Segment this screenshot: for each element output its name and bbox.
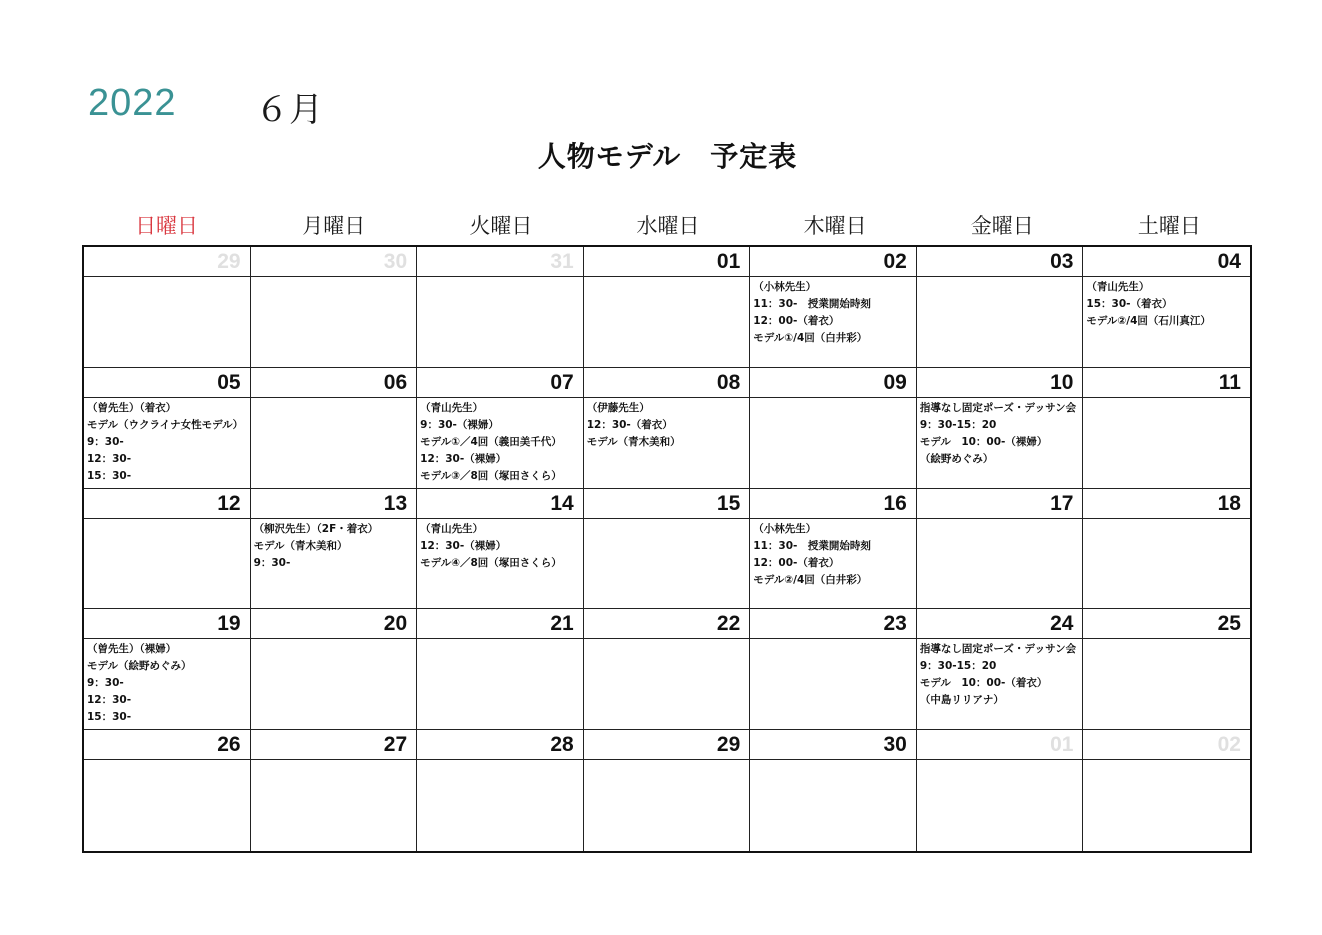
schedule-note: 11：30- 授業開始時刻: [753, 539, 871, 552]
day-schedule: [1083, 277, 1250, 330]
schedule-note: （絵野めぐみ）: [919, 452, 994, 465]
calendar-day-cell: [84, 368, 251, 489]
day-number: 23: [750, 609, 916, 639]
schedule-note: （伊藤先生）: [586, 401, 650, 414]
weekday-wednesday: 水曜日: [636, 214, 700, 238]
calendar-day-cell: [84, 247, 251, 368]
day-number: 02: [750, 247, 916, 277]
calendar-day-cell: [584, 489, 751, 610]
day-number: 18: [1083, 489, 1250, 519]
schedule-note: モデル②/4回（白井彩）: [753, 573, 868, 586]
schedule-note: （曽先生）（着衣）: [87, 401, 177, 414]
schedule-note: 12：30-（着衣）: [586, 418, 673, 431]
day-schedule: [84, 398, 250, 485]
weekday-sunday: 日曜日: [135, 214, 199, 238]
schedule-note: 11：30- 授業開始時刻: [753, 298, 871, 310]
day-number: 29: [584, 730, 750, 760]
schedule-note: （青山先生）: [420, 401, 484, 414]
schedule-note: モデル④／8回（塚田さくら）: [420, 556, 562, 569]
calendar-day-cell: [1083, 247, 1250, 368]
day-number: 22: [584, 609, 750, 639]
calendar-day-cell: [584, 247, 751, 368]
day-schedule: [750, 277, 916, 347]
day-schedule: [417, 277, 583, 279]
schedule-note: モデル②/4回（石川真江）: [1086, 315, 1211, 327]
day-number: 21: [417, 609, 583, 639]
day-schedule: [750, 639, 916, 641]
weekday-header: [83, 210, 1253, 242]
day-number: 17: [917, 489, 1083, 519]
day-schedule: [417, 639, 583, 641]
day-schedule: [417, 760, 583, 762]
day-schedule: [84, 639, 250, 726]
calendar-day-cell: [917, 368, 1084, 489]
schedule-note: 12：00-（着衣）: [753, 315, 840, 327]
schedule-note: 12：00-（着衣）: [753, 556, 840, 569]
day-schedule: [750, 519, 916, 589]
day-number: 07: [417, 368, 583, 398]
day-number: 30: [251, 247, 417, 277]
day-schedule: [750, 398, 916, 400]
day-schedule: [584, 760, 750, 762]
day-schedule: [251, 398, 417, 400]
calendar-day-cell: [417, 368, 584, 489]
schedule-note: モデル（青木美和）: [586, 435, 681, 448]
schedule-note: 12：30-: [87, 452, 132, 465]
day-number: 05: [84, 368, 250, 398]
day-schedule: [417, 519, 583, 572]
calendar-day-cell: [1083, 609, 1250, 730]
day-number: 08: [584, 368, 750, 398]
day-number: 16: [750, 489, 916, 519]
day-schedule: [84, 277, 250, 279]
schedule-note: （青山先生）: [420, 522, 484, 535]
day-schedule: [84, 519, 250, 521]
calendar-day-cell: [417, 609, 584, 730]
weekday-monday: 月曜日: [302, 214, 366, 238]
day-number: 02: [1083, 730, 1250, 760]
day-schedule: [251, 519, 417, 572]
schedule-note: 12：30-（裸婦）: [420, 539, 507, 552]
day-schedule: [584, 398, 750, 451]
calendar-day-cell: [917, 609, 1084, 730]
day-number: 15: [584, 489, 750, 519]
calendar-day-cell: [251, 489, 418, 610]
day-schedule: [251, 277, 417, 279]
schedule-note: モデル（青木美和）: [253, 539, 348, 552]
calendar-day-cell: [584, 609, 751, 730]
day-schedule: [251, 639, 417, 641]
day-schedule: [251, 760, 417, 762]
month-label: ６月: [255, 90, 323, 130]
schedule-note: モデル③／8回（塚田さくら）: [420, 469, 562, 482]
calendar-day-cell: [84, 609, 251, 730]
weekday-thursday: 木曜日: [803, 214, 867, 238]
calendar-day-cell: [417, 730, 584, 851]
calendar-day-cell: [1083, 489, 1250, 610]
day-number: 13: [251, 489, 417, 519]
schedule-note: 指導なし固定ポーズ・デッサン会: [919, 643, 1077, 656]
calendar-day-cell: [750, 609, 917, 730]
day-number: 11: [1083, 368, 1250, 398]
schedule-note: 15：30-: [87, 469, 132, 482]
day-schedule: [1083, 760, 1250, 762]
page-title: 人物モデル 予定表: [537, 140, 798, 173]
day-schedule: [917, 760, 1083, 762]
schedule-note: 9：30-15：20: [919, 660, 997, 673]
calendar-day-cell: [584, 730, 751, 851]
calendar-day-cell: [84, 489, 251, 610]
day-schedule: [1083, 398, 1250, 400]
day-number: 19: [84, 609, 250, 639]
schedule-note: （青山先生）: [1086, 281, 1150, 293]
calendar-day-cell: [417, 489, 584, 610]
day-number: 27: [251, 730, 417, 760]
schedule-note: （中島リリアナ）: [919, 694, 1004, 707]
calendar-day-cell: [417, 247, 584, 368]
schedule-note: 9：30-: [87, 435, 124, 448]
day-number: 14: [417, 489, 583, 519]
weekday-saturday: 土曜日: [1137, 214, 1201, 238]
calendar-day-cell: [750, 368, 917, 489]
schedule-note: モデル①／4回（義田美千代）: [420, 435, 562, 448]
schedule-note: （小林先生）: [753, 522, 817, 535]
calendar-day-cell: [750, 247, 917, 368]
schedule-note: モデル 10：00-（着衣）: [919, 677, 1048, 690]
day-schedule: [1083, 519, 1250, 521]
schedule-note: 9：30-: [87, 677, 124, 690]
schedule-note: 9：30-: [253, 556, 291, 569]
weekday-friday: 金曜日: [970, 214, 1034, 238]
schedule-note: 12：30-: [87, 694, 132, 707]
day-number: 12: [84, 489, 250, 519]
weekday-tuesday: 火曜日: [469, 214, 533, 238]
year-label: 2022: [88, 82, 177, 124]
day-number: 26: [84, 730, 250, 760]
schedule-note: 15：30-: [87, 711, 132, 724]
schedule-note: （小林先生）: [753, 281, 817, 293]
day-number: 24: [917, 609, 1083, 639]
calendar-day-cell: [750, 489, 917, 610]
calendar-day-cell: [917, 489, 1084, 610]
day-schedule: [917, 639, 1083, 709]
schedule-note: 15：30-（着衣）: [1086, 298, 1173, 310]
day-schedule: [584, 639, 750, 641]
day-number: 01: [917, 730, 1083, 760]
day-schedule: [84, 760, 250, 762]
calendar-day-cell: [251, 730, 418, 851]
schedule-note: 12：30-（裸婦）: [420, 452, 507, 465]
calendar-day-cell: [1083, 368, 1250, 489]
calendar-day-cell: [251, 609, 418, 730]
day-schedule: [917, 398, 1083, 468]
calendar-day-cell: [584, 368, 751, 489]
day-number: 10: [917, 368, 1083, 398]
schedule-note: 9：30-15：20: [919, 418, 997, 431]
schedule-note: （柳沢先生）（2F・着衣）: [253, 522, 379, 535]
schedule-note: モデル（絵野めぐみ）: [87, 660, 192, 673]
day-number: 30: [750, 730, 916, 760]
day-number: 01: [584, 247, 750, 277]
day-number: 04: [1083, 247, 1250, 277]
schedule-note: （曽先生）（裸婦）: [87, 643, 177, 656]
day-number: 29: [84, 247, 250, 277]
schedule-note: 9：30-（裸婦）: [420, 418, 499, 431]
day-number: 25: [1083, 609, 1250, 639]
calendar-day-cell: [1083, 730, 1250, 851]
schedule-note: モデル 10：00-（裸婦）: [919, 435, 1048, 448]
day-number: 06: [251, 368, 417, 398]
schedule-note: 指導なし固定ポーズ・デッサン会: [919, 401, 1077, 414]
day-number: 03: [917, 247, 1083, 277]
day-schedule: [1083, 639, 1250, 641]
schedule-note: モデル①/4回（白井彩）: [753, 332, 868, 344]
calendar-day-cell: [917, 730, 1084, 851]
calendar-day-cell: [251, 247, 418, 368]
day-schedule: [584, 277, 750, 279]
day-schedule: [584, 519, 750, 521]
day-schedule: [750, 760, 916, 762]
day-schedule: [917, 519, 1083, 521]
day-schedule: [417, 398, 583, 485]
day-schedule: [917, 277, 1083, 279]
calendar-day-cell: [251, 368, 418, 489]
day-number: 09: [750, 368, 916, 398]
day-number: 20: [251, 609, 417, 639]
calendar-day-cell: [84, 730, 251, 851]
day-number: 31: [417, 247, 583, 277]
calendar-day-cell: [750, 730, 917, 851]
schedule-note: モデル（ウクライナ女性モデル）: [87, 418, 244, 431]
calendar-grid: [82, 245, 1252, 853]
day-number: 28: [417, 730, 583, 760]
calendar-day-cell: [917, 247, 1084, 368]
